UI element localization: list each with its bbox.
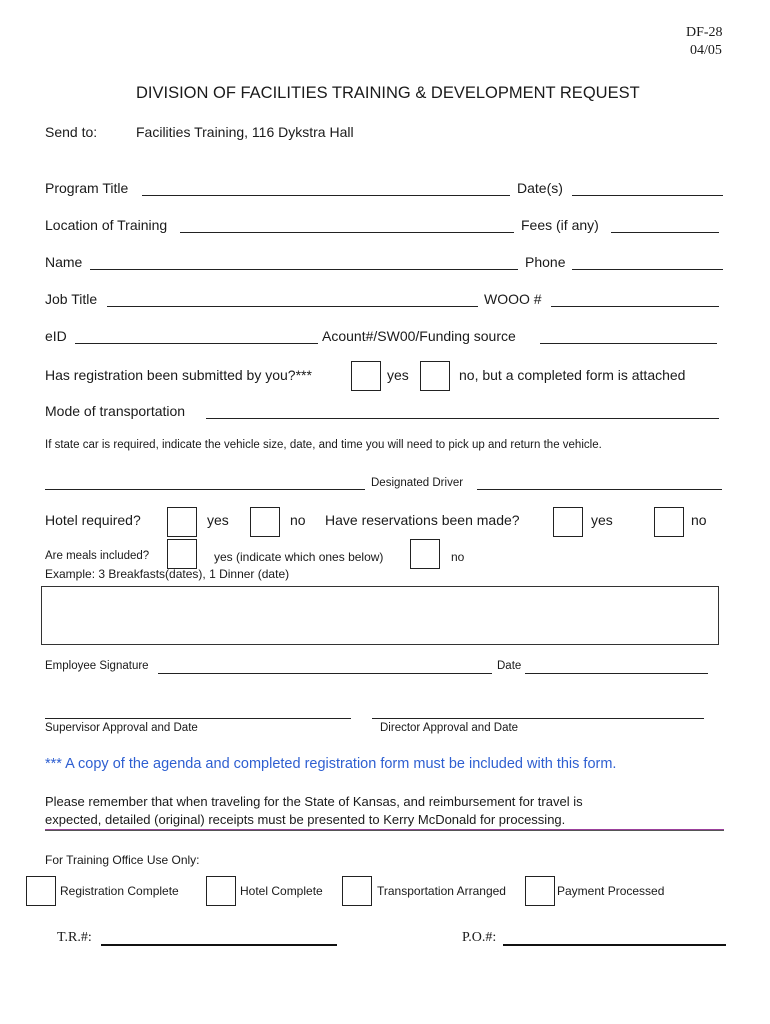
- registration-yes-checkbox[interactable]: [351, 361, 381, 391]
- section-divider: [45, 829, 724, 831]
- form-number: DF-28: [686, 25, 723, 40]
- phone-field[interactable]: [572, 269, 723, 270]
- account-field[interactable]: [540, 343, 717, 344]
- payment-processed-label: Payment Processed: [557, 884, 665, 898]
- tr-number-field[interactable]: [101, 944, 337, 946]
- name-field[interactable]: [90, 269, 518, 270]
- director-approval-label: Director Approval and Date: [380, 722, 519, 734]
- supervisor-approval-field[interactable]: [45, 718, 351, 719]
- reservations-question: Have reservations been made?: [325, 512, 520, 528]
- dates-label: Date(s): [517, 180, 563, 196]
- reservations-no-checkbox[interactable]: [654, 507, 684, 537]
- transport-mode-field[interactable]: [206, 418, 719, 419]
- state-car-note: If state car is required, indicate the vehicle size, date, and time you will need to pick up and return the vehicle.: [45, 439, 602, 451]
- tr-number-label: T.R.#:: [57, 930, 92, 945]
- reservations-no-label: no: [691, 512, 707, 528]
- director-approval-field[interactable]: [372, 718, 704, 719]
- eid-label: eID: [45, 328, 67, 344]
- po-number-label: P.O.#:: [462, 930, 497, 945]
- wooo-label: WOOO #: [484, 291, 542, 307]
- meals-question: Are meals included?: [45, 550, 150, 562]
- meals-yes-label: yes (indicate which ones below): [214, 550, 384, 564]
- reimbursement-note-line-1: Please remember that when traveling for the State of Kansas, and reimbursement for travel is: [45, 794, 583, 809]
- dates-field[interactable]: [572, 195, 723, 196]
- agenda-copy-note: *** A copy of the agenda and completed registration form must be included with this form.: [45, 756, 617, 772]
- location-field[interactable]: [180, 232, 514, 233]
- program-title-field[interactable]: [142, 195, 510, 196]
- account-label: Acount#/SW00/Funding source: [322, 328, 516, 344]
- payment-processed-checkbox[interactable]: [525, 876, 555, 906]
- registration-no-checkbox[interactable]: [420, 361, 450, 391]
- meals-yes-checkbox[interactable]: [167, 539, 197, 569]
- designated-driver-label: Designated Driver: [371, 477, 464, 489]
- program-title-label: Program Title: [45, 180, 129, 196]
- hotel-yes-label: yes: [207, 512, 229, 528]
- job-title-label: Job Title: [45, 291, 98, 307]
- fees-field[interactable]: [611, 232, 719, 233]
- transportation-arranged-checkbox[interactable]: [342, 876, 372, 906]
- designated-driver-field[interactable]: [477, 489, 722, 490]
- employee-signature-label: Employee Signature: [45, 660, 149, 672]
- hotel-no-checkbox[interactable]: [250, 507, 280, 537]
- registration-yes-label: yes: [387, 367, 409, 383]
- meals-no-checkbox[interactable]: [410, 539, 440, 569]
- name-label: Name: [45, 254, 83, 270]
- meals-no-label: no: [451, 550, 465, 564]
- send-to-label: Send to:: [45, 124, 98, 140]
- hotel-yes-checkbox[interactable]: [167, 507, 197, 537]
- registration-complete-checkbox[interactable]: [26, 876, 56, 906]
- reservations-yes-checkbox[interactable]: [553, 507, 583, 537]
- employee-date-field[interactable]: [525, 673, 708, 674]
- transport-mode-label: Mode of transportation: [45, 403, 186, 419]
- reimbursement-note-line-2: expected, detailed (original) receipts must be presented to Kerry McDonald for processing.: [45, 812, 566, 827]
- meals-example: Example: 3 Breakfasts(dates), 1 Dinner (date): [45, 567, 290, 581]
- registration-no-label: no, but a completed form is attached: [459, 367, 686, 383]
- hotel-complete-checkbox[interactable]: [206, 876, 236, 906]
- eid-field[interactable]: [75, 343, 318, 344]
- hotel-no-label: no: [290, 512, 306, 528]
- form-revision-date: 04/05: [690, 43, 722, 58]
- registration-complete-label: Registration Complete: [60, 884, 179, 898]
- transportation-arranged-label: Transportation Arranged: [377, 884, 506, 898]
- office-use-label: For Training Office Use Only:: [45, 853, 200, 867]
- location-label: Location of Training: [45, 217, 168, 233]
- wooo-field[interactable]: [551, 306, 719, 307]
- reservations-yes-label: yes: [591, 512, 613, 528]
- registration-question: Has registration been submitted by you?***: [45, 367, 312, 383]
- hotel-question: Hotel required?: [45, 512, 141, 528]
- employee-date-label: Date: [497, 660, 522, 672]
- hotel-complete-label: Hotel Complete: [240, 884, 323, 898]
- state-car-details-field[interactable]: [45, 489, 365, 490]
- po-number-field[interactable]: [503, 944, 726, 946]
- employee-signature-field[interactable]: [158, 673, 492, 674]
- meals-details-textarea[interactable]: [41, 586, 719, 645]
- send-to-value: Facilities Training, 116 Dykstra Hall: [136, 124, 354, 140]
- supervisor-approval-label: Supervisor Approval and Date: [45, 722, 198, 734]
- fees-label: Fees (if any): [521, 217, 599, 233]
- phone-label: Phone: [525, 254, 566, 270]
- form-title: DIVISION OF FACILITIES TRAINING & DEVELOPMENT REQUEST: [136, 84, 640, 102]
- job-title-field[interactable]: [107, 306, 478, 307]
